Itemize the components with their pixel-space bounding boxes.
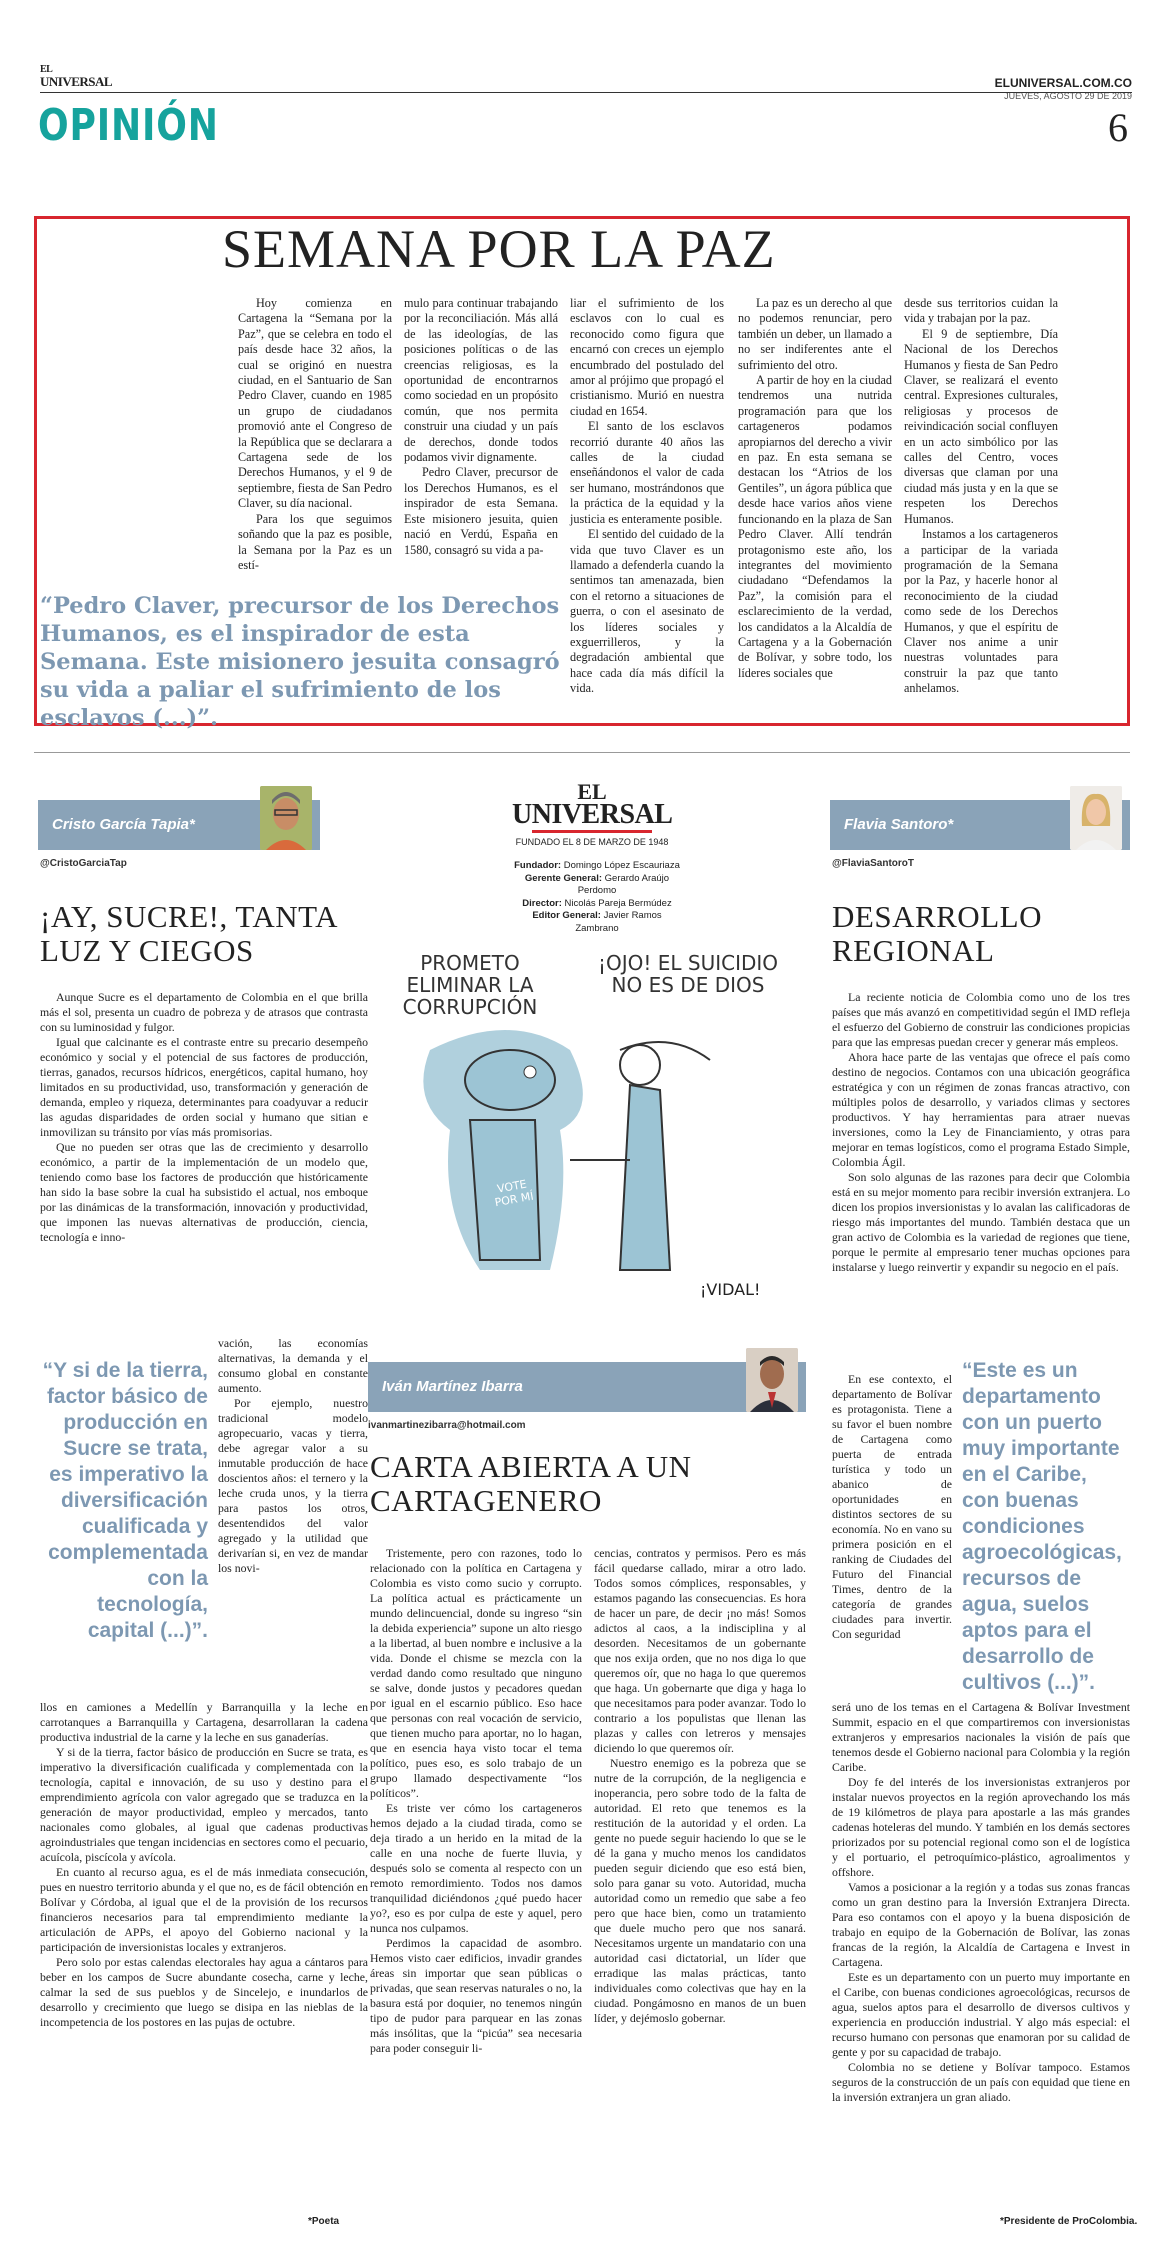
paragraph: cencias, contratos y permisos. Pero es más fácil quedarse callado, mirar a otro lado. Todos somos cómplices, responsables, y estamos pagando las consecuencias. Es hora de hacer un pare, de decir ¡no más! Somos adictos al caos, a la indisciplina y al desorden. Necesitamos de un gobernante que nos exija orden, que no nos diga lo que queremos oír, que no haga lo que queremos que haga. Un gobernarte que diga y haga lo que necesitamos para poder avanzar. Todo lo contrario a los populistas que llenan las plazas y calles con letreros y mensajes diciendo lo que queremos oír. — [594, 1546, 806, 1755]
cartoon-signature: ¡VIDAL! — [700, 1280, 761, 1299]
editorial-pull-quote: “Pedro Claver, precursor de los Derechos Humanos, es el inspirador de esta Semana. Este misionero jesuita consagró su vida a paliar el sufrimiento de los esclavos (...)”. — [40, 593, 560, 731]
author-signature-right: *Presidente de ProColombia. — [1000, 2216, 1138, 2227]
paragraph: Pedro Claver, precursor de los Derechos Humanos, es el inspirador de esta Semana. Este misionero jesuita, quien nació en Verdú, España en 1580, consagró su vida a pa- — [404, 465, 558, 557]
paragraph: La paz es un derecho al que no podemos renunciar, pero también un deber, un llamado a no ser indiferentes ante el sufrimiento del otro. — [738, 296, 892, 372]
paragraph: Nuestro enemigo es la pobreza que se nutre de la corrupción, de la negligencia e inoperancia, pero sobre todo de la falta de autoridad. El reto que tenemos es la restitución de la autoridad y el orden. La gente no puede seguir haciendo lo que se le dé la gana y mucho menos los candidatos pueden seguir diciendo que eso está bien, solo para ganar su voto. Autoridad, mucha autoridad como un remedio que sabe a feo pero que hace bien, como un tratamiento que duele mucho pero que nos sanará. Necesitamos urgente un mandatario con una autoridad casi dictatorial, un líder que erradique las malas prácticas, tanto individuales como colectivas que hay en la ciudad. Pongámosno en manos de un buen líder, y dejémoslo gobernar. — [594, 1756, 806, 2025]
paragraph: Para los que seguimos soñando que la paz es posible, la Semana por la Paz es un estí- — [238, 511, 392, 572]
paragraph: Tristemente, pero con razones, todo lo relacionado con la política en Cartagena y Colombia es visto como sucio y corrupto. La política actual es prácticamente un mundo delincuencial, donde su ingreso “sin la debida experiencia” supone un alto riesgo a la libertad, al buen nombre e inclusive a la vida. Donde el chisme se mezcla con la verdad dando como resultado que ninguno se salve, donde justos y pecadores quedan por igual en el escarnio público. Eso hace que personas con real vocación de servicio, que tienen mucho para aportar, no lo hagan, que en esencia haya visto tocar el tema político, pues eso, es solo trabajo de un grupo llamado despectivamente “los políticos”. — [370, 1546, 582, 1800]
page-number: 6 — [1108, 105, 1128, 150]
author-photo — [260, 786, 312, 850]
cartoon-drawing — [370, 1010, 802, 1310]
column-body-right-top — [832, 990, 1130, 1275]
staff-row: Editor General: Javier Ramos Zambrano — [532, 910, 662, 934]
section-divider — [34, 752, 1130, 753]
author-name: Cristo García Tapia* — [52, 816, 195, 833]
paragraph: Ahora hace parte de las ventajas que ofrece el país como destino de negocios. Contamos con una ubicación geográfica estratégica y con un régimen de zonas francas atractivo, con múltiples polos de desarrollo, y variados climas y sectores productivos. Y hay herramientas para atraer nuevas inversiones, como la Ley de Financiamiento, y otras para mejorar en temas logísticos, como el programa Estado Simple, Colombia Ágil. — [832, 1050, 1130, 1169]
column-body-right-side — [832, 1372, 952, 1642]
paragraph: desde sus territorios cuidan la vida y trabajan por la paz. — [904, 296, 1058, 326]
editorial-column-2 — [404, 296, 558, 558]
paragraph: Es triste ver cómo los cartageneros hemos dejado a la ciudad tirada, como se deja tirado a un herido en la mitad de la calle en una noche de fuerte lluvia, y después solo se comenta al respecto con un remoto remordimiento. Todos nos damos tranquilidad diciéndonos ¿qué puedo hacer yo?, eso es por culpa de este y aquel, pero nunca nos culpamos. — [370, 1801, 582, 1935]
masthead-rule — [40, 92, 1132, 93]
paragraph: Aunque Sucre es el departamento de Colombia en el que brilla más el sol, presenta un cuadro de pobreza y de atrasos que contrasta con su luminosidad y fulgor. — [40, 990, 368, 1034]
paragraph: Colombia no se detiene y Bolívar tampoco. Estamos seguros de la construcción de un país con equidad que tiene en la inversión extranjera un gran aliado. — [832, 2060, 1130, 2104]
column-body-right-bottom — [832, 1700, 1130, 2105]
paragraph: En ese contexto, el departamento de Bolívar es protagonista. Tiene a su favor el buen nombre de Cartagena como puerta de entrada turística y todo un abanico de oportunidades en distintos sectores de su economía. No en vano su primera posición en el ranking de Ciudades del Futuro del Financial Times, dentro de la categoría de grandes ciudades para invertir. Con seguridad — [832, 1372, 952, 1641]
editorial-column-4 — [738, 296, 892, 681]
pull-quote-right: “Este es un departamento con un puerto muy importante en el Caribe, con buenas condiciones agroecológicas, recursos de agua, suelos aptos para el desarrollo de cultivos (...)”. — [962, 1359, 1122, 1694]
paragraph: Igual que calcinante es el contraste entre su precario desempeño económico y social y el potencial de sus factores de producción, tierras, ganados, recursos hídricos, energéticos, capital humano, hoy limitados en su productividad, uso, transformación y generación de demanda, empleo y riqueza, determinantes para coadyuvar a reducir las agudas disparidades de orden social y humano que sitian e inmovilizan su tránsito por vías más promisorias. — [40, 1035, 368, 1139]
author-bar-left — [38, 800, 320, 850]
paragraph: Vamos a posicionar a la región y a todas sus zonas francas como un gran destino para la Inversión Extranjera Directa. Para eso contamos con el apoyo y la buena disposición de trabajo en equipo de la Gobernación de Bolívar, las zonas francas de la región, la Alcaldía de Cartagena e Invest in Cartagena. — [832, 1880, 1130, 1969]
paragraph: Por ejemplo, nuestro tradicional modelo agropecuario, vacas y tierra, debe agregar valor a su inmutable producción de hace doscientos años: el ternero y la leche cruda unos, y la tierra para pastos los otros, desentendidos del valor agregado y la utilidad que derivarían si, en vez de mandar los novi- — [218, 1396, 368, 1575]
paragraph: Este es un departamento con un puerto muy importante en el Caribe, con buenas condiciones agroecológicas, recursos de agua, suelos aptos para el desarrollo de diversos cultivos y experiencia en producción industrial. Y algo más especial: el recurso humano con personas que enamoran por su calidad de gente y por su capacidad de trabajo. — [832, 1970, 1130, 2059]
author-handle[interactable]: @CristoGarciaTap — [40, 858, 127, 869]
editorial-column-5 — [904, 296, 1058, 697]
editorial-title: SEMANA POR LA PAZ — [222, 219, 776, 279]
paragraph: vación, las economías alternativas, la demanda y el consumo global en constante aumento. — [218, 1336, 368, 1395]
paragraph: En cuanto al recurso agua, es el de más inmediata consecución, pues en nuestro territorio abunda y el que no, es de fácil obtención en Bolívar y Córdoba, al igual que el de la provisión de los recursos financieros necesarios para tal emprendimiento mediante la articulación de APPs, el apoyo del Gobierno nacional y la participación de inversionistas locales y extranjeros. — [40, 1865, 368, 1954]
pull-quote-left: “Y si de la tierra, factor básico de producción en Sucre se trata, es imperativo la diversificación cualificada y complementada con la tecnología, capital (...)”. — [42, 1359, 208, 1642]
paragraph: Que no pueden ser otras que las de crecimiento y desarrollo económico, a partir de la implementación de un modelo que, teniendo como base los factores de producción que históricamente han sido la base sobre la cual ha subsistido el actual, nos emboque por las dinámicas de la transformación, innovación y productividad, que imponen las nuevas alternativas de producción, ciencia, tecnología e inno- — [40, 1140, 368, 1244]
paragraph: mulo para continuar trabajando por la reconciliación. Más allá de las ideologías, de las posiciones políticas o de las creencias religiosas, es la oportunidad de encontrarnos como sociedad en un propósito común, que nos permita construir una ciudad y un país de derechos, donde todos podamos vivir dignamente. — [404, 296, 558, 465]
column-body-left-bottom — [40, 1700, 368, 2030]
editorial-column-3 — [570, 296, 724, 697]
paragraph: La reciente noticia de Colombia como uno de los tres países que más avanzó en competitividad según el IMD refleja el esfuerzo del Gobierno de construir las condiciones propicias para que las empresas puedan crecer y generar más empleos. — [832, 990, 1130, 1049]
column-body-left-side — [218, 1336, 368, 1576]
paragraph: será uno de los temas en el Cartagena & Bolívar Investment Summit, espacio en el que compartiremos con inversionistas extranjeros y empresarios nacionales la visión de país que tenemos desde el Gobierno nacional para Colombia y la región Caribe. — [832, 1700, 1130, 1774]
author-bar-center — [368, 1362, 806, 1412]
section-title: OPINIÓN — [38, 100, 219, 151]
paragraph: A partir de hoy en la ciudad tendremos una nutrida programación para que los cartageneros podamos apropiarnos del derecho a vivir en paz. En esta semana se destacan los “Atrios de los Gentiles”, un ágora pública que desde hace varios años viene funcionando en la plaza de San Pedro Claver. Allí tendrán protagonismo este año, los integrantes del movimiento ciudadano “Defendamos la Paz”, la comisión para el esclarecimiento de la verdad, los candidatos a la Alcaldía de Cartagena y a la Gobernación de Bolívar, y sobre todo, los líderes sociales que — [738, 373, 892, 680]
opinion-title-center: CARTA ABIERTA A UN CARTAGENERO — [370, 1449, 692, 1518]
author-photo — [746, 1348, 798, 1412]
site-url[interactable]: ELUNIVERSAL.COM.CO — [994, 76, 1132, 90]
editorial-column-1 — [238, 296, 392, 573]
author-email[interactable]: ivanmartinezibarra@hotmail.com — [368, 1420, 526, 1431]
paragraph: Instamos a los cartageneros a participar de la variada programación de la Semana por la Paz, y hacerle honor al reconocimiento de la ciudad como sede de los Derechos Humanos, y que el espíritu de Claver nos anime a unir nuestras voluntades para construir la paz que tanto anhelamos. — [904, 527, 1058, 696]
opinion-title-right: DESARROLLO REGIONAL — [832, 899, 1042, 968]
staff-list — [512, 860, 682, 935]
paragraph: llos en camiones a Medellín y Barranquilla y la leche en carrotanques a Barranquilla y Cartagena, desarrollaran la cadena productiva industrial de la carne y la leche en sus ganaderías. — [40, 1700, 368, 1744]
center-logo: EL UNIVERSAL FUNDADO EL 8 DE MARZO DE 1948 — [512, 779, 673, 847]
paragraph: Perdimos la capacidad de asombro. Hemos visto caer edificios, invadir grandes áreas sin importar que sean públicas o privadas, que sean reservas naturales o no, la basura está por doquier, no tenemos ningún tipo de pudor para parquear en las zonas más insólitas, que la “picúa” sea necesaria para poder conseguir li- — [370, 1936, 582, 2055]
author-bar-right — [830, 800, 1130, 850]
column-body-center-2 — [594, 1546, 806, 2026]
column-body-center-1 — [370, 1546, 582, 2056]
paragraph: liar el sufrimiento de los esclavos con lo cual es reconocido como figura que encarnó con creces un ejemplo encumbrado del postulado del amor al prójimo que propagó el cristianismo. Murió en nuestra ciudad en 1654. — [570, 296, 724, 418]
paragraph: Doy fe del interés de los inversionistas extranjeros por instalar nuevos proyectos en la región aprovechando los más de 19 kilómetros de playa para apostarle a las más grandes cadenas hoteleras del mundo. Y también en los demás sectores priorizados por su potencial regional como son el de logística y el portuario, el petroquímico-plástico, agroalimentos y offshore. — [832, 1775, 1130, 1879]
paragraph: El sentido del cuidado de la vida que tuvo Claver es un llamado a defenderla cuando la sentimos tan amenazada, bien con el retorno a situaciones de guerra, o con el asesinato de los líderes sociales y exguerrilleros, y la degradación ambiental que hace cada día más difícil la vida. — [570, 527, 724, 696]
cartoon-caption-left: PROMETO ELIMINAR LA CORRUPCIÓN — [402, 951, 538, 1019]
paragraph: Son solo algunas de las razones para decir que Colombia está en su mejor momento para recibir inversión extranjera. Lo dicen los propios inversionistas y lo avalan las calificadoras de riesgo más importantes del mundo. También destaca que un gran activo de Colombia es la variedad de regiones que tiene, porque le permite al empresario tener muchas opciones para instalarse y luego reinvertir y expandir su negocio en el país. — [832, 1170, 1130, 1274]
author-signature-left: *Poeta — [308, 2216, 340, 2227]
author-name: Flavia Santoro* — [844, 816, 954, 833]
author-handle[interactable]: @FlaviaSantoroT — [832, 858, 914, 869]
column-body-left-top — [40, 990, 368, 1245]
editorial-cartoon — [370, 940, 802, 1310]
staff-row: Director: Nicolás Pareja Bermúdez — [522, 897, 672, 909]
author-name: Iván Martínez Ibarra — [382, 1378, 523, 1395]
paragraph: El santo de los esclavos recorrió durante 40 años las calles de la ciudad enseñándonos el valor de cada ser humano, mostrándonos que la práctica de la equidad y la justicia es enteramente posible. — [570, 419, 724, 526]
opinion-title-left: ¡AY, SUCRE!, TANTA LUZ Y CIEGOS — [40, 899, 337, 968]
author-photo — [1070, 786, 1122, 850]
paragraph: Pero solo por estas calendas electorales hay agua a cántaros para beber en los campos de Sucre abundante cosecha, carne y leche, calmar la sed de sus pueblos y de Sincelejo, e inundarlos de desarrollo y crecimiento que luego se disipa en las nieblas de la incompetencia de los postores en las pujas de octubre. — [40, 1955, 368, 2029]
paragraph: Y si de la tierra, factor básico de producción en Sucre se trata, es imperativo la diversificación cualificada y complementada con la tecnología, capital e innovación, de su uso y destino para el emprendimiento agrícola con valor agregado que se traduzca en la generación de mayor productividad, empleo y mercados, tanto nacionales como globales, al igual que cadenas productivas agroindustriales que tengan incidencias en sectores como el pecuario, acuícola, piscícola y avícola. — [40, 1745, 368, 1864]
newspaper-logo-small: EL UNIVERSAL — [40, 64, 113, 89]
issue-date: JUEVES, AGOSTO 29 DE 2019 — [1004, 91, 1132, 101]
staff-row: Fundador: Domingo López Escauriaza — [514, 860, 680, 871]
cartoon-caption-right: ¡OJO! EL SUICIDIO NO ES DE DIOS — [597, 951, 779, 997]
paragraph: Hoy comienza en Cartagena la “Semana por la Paz”, que se celebra en todo el país desde hace 32 años, la cual se originó en nuestra ciudad, en el Santuario de San Pedro Claver, cuando en 1985 un grupo de ciudadanos promovió ante el Congreso de la República que se declarara a Cartagena sede de los Derechos Humanos, y el 9 de septiembre, fiesta de San Pedro Claver, su día nacional. — [238, 296, 392, 511]
paragraph: El 9 de septiembre, Día Nacional de los Derechos Humanos y fiesta de San Pedro Claver, se realizará el evento central. Expresiones culturales, religiosas y procesos de reivindicación social confluyen en un acto simbólico por las calles del Centro, voces diversas que claman por una ciudad más justa y en la que se respeten los Derechos Humanos. — [904, 326, 1058, 526]
staff-row: Gerente General: Gerardo Araújo Perdomo — [524, 872, 670, 896]
cartoon-shirt-text: VOTE POR MÍ — [493, 1177, 535, 1210]
